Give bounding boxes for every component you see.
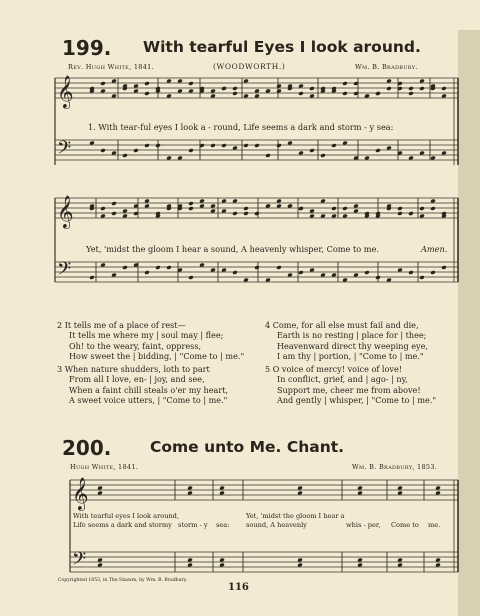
verse-3 — [57, 364, 228, 405]
note-head — [243, 206, 249, 211]
verse-line: 4 Come, for all else must fail and die, — [265, 320, 419, 330]
hymn-title: Come unto Me. Chant. — [150, 438, 345, 456]
note-head — [243, 211, 249, 216]
amen-text: Amen. — [421, 244, 448, 254]
verse-4 — [265, 320, 428, 361]
note-head — [331, 206, 337, 211]
verse-line: It tells me where my | soul may | flee; — [69, 330, 224, 341]
clef-glyph: 𝄞 — [57, 195, 74, 228]
note-head — [144, 91, 150, 96]
note-head — [144, 270, 150, 275]
composer-credit: Wm. B. Bradbury, 1853. — [352, 463, 438, 471]
note-head — [375, 91, 381, 96]
note-head — [298, 206, 304, 211]
note-head — [320, 153, 326, 158]
note-head — [276, 143, 282, 148]
note-head — [232, 86, 238, 91]
verse-line: 3 When nature shudders, loth to part — [57, 364, 210, 374]
note-head — [298, 91, 304, 96]
chant-lyric: Come to — [391, 521, 419, 529]
note-head — [122, 265, 128, 270]
note-head — [419, 206, 425, 211]
verse-line: A sweet voice utters, | "Come to | me." — [69, 394, 228, 405]
clef-glyph: 𝄢 — [72, 549, 87, 574]
note-head — [419, 86, 425, 91]
lyric-line: 1. With tear-ful eyes I look a - round, Life seems a dark and storm - y sea: — [88, 122, 394, 132]
clef-glyph: 𝄢 — [57, 259, 72, 284]
clef-glyph: 𝄢 — [57, 138, 72, 163]
note-head — [188, 275, 194, 280]
note-head — [397, 206, 403, 211]
note-head — [221, 86, 227, 91]
note-head — [133, 148, 139, 153]
note-head — [210, 143, 216, 148]
note-head — [364, 270, 370, 275]
hymn-number: 199. — [62, 36, 112, 60]
note-head — [397, 211, 403, 216]
note-head — [188, 206, 194, 211]
clef-glyph: 𝄞 — [72, 477, 89, 510]
verse-line: How sweet the | bidding, | "Come to | me." — [69, 350, 245, 361]
note-head — [309, 86, 315, 91]
note-head — [430, 270, 436, 275]
note-head — [441, 86, 447, 91]
note-head — [89, 275, 95, 280]
author-credit: Hugh White, 1841. — [70, 463, 139, 471]
clef-glyph: 𝄞 — [57, 75, 74, 108]
note-head — [188, 81, 194, 86]
note-head — [254, 211, 260, 216]
verse-line: In conflict, grief, and | ago- | ny, — [277, 374, 408, 385]
note-head — [408, 211, 414, 216]
verse-line: When a faint chill steals o'er my heart, — [69, 384, 229, 395]
verse-line: Support me, cheer me from above! — [277, 384, 421, 395]
verse-line: I am thy | portion, | "Come to | me." — [277, 350, 424, 361]
chant-lyric-line: sound, A heavenly — [246, 521, 307, 529]
tune-name: (WOODWORTH.) — [213, 62, 286, 71]
note-head — [408, 270, 414, 275]
note-head — [221, 143, 227, 148]
note-head — [100, 206, 106, 211]
note-head — [232, 211, 238, 216]
note-head — [342, 81, 348, 86]
hymn-title: With tearful Eyes I look around. — [143, 38, 421, 56]
note-head — [122, 153, 128, 158]
verse-line: And gently | whisper, | "Come to | me." — [277, 394, 437, 405]
chant-lyric: storm - y — [178, 521, 208, 529]
note-head — [408, 86, 414, 91]
note-head — [111, 201, 117, 206]
verse-line: 2 It tells me of a place of rest— — [57, 320, 186, 330]
note-head — [386, 86, 392, 91]
note-head — [441, 265, 447, 270]
note-head — [342, 206, 348, 211]
chant-lyric: me. — [428, 521, 441, 529]
note-head — [188, 201, 194, 206]
note-head — [243, 143, 249, 148]
note-head — [144, 81, 150, 86]
verse-line: From all I love, en- | joy, and see, — [69, 374, 205, 385]
page-number: 116 — [228, 582, 249, 593]
author-credit: Rev. Hugh White, 1841. — [68, 63, 154, 71]
chant-lyric-line: With tearful eyes I look around, — [73, 512, 180, 520]
chant-lyric-line: Yet, 'midst the gloom I hear a — [246, 512, 345, 520]
composer-credit: Wm. B. Bradbury. — [355, 63, 418, 71]
chant-lyric — [73, 512, 179, 530]
note-head — [100, 148, 106, 153]
note-head — [276, 265, 282, 270]
note-head — [265, 153, 271, 158]
note-head — [111, 211, 117, 216]
verse-2 — [57, 320, 244, 361]
note-head — [298, 270, 304, 275]
note-head — [254, 143, 260, 148]
lyric-line: Yet, 'midst the gloom I hear a sound, A heavenly whisper, Come to me. — [86, 244, 380, 254]
chant-lyric — [246, 512, 345, 530]
hymn-number: 200. — [62, 436, 112, 460]
note-head — [166, 265, 172, 270]
note-head — [419, 275, 425, 280]
note-head — [375, 275, 381, 280]
note-head — [232, 270, 238, 275]
note-head — [309, 148, 315, 153]
note-head — [155, 265, 161, 270]
note-head — [100, 81, 106, 86]
note-head — [188, 148, 194, 153]
chant-lyric: whis - per, — [346, 521, 381, 529]
verse-line: 5 O voice of mercy! voice of love! — [265, 364, 403, 374]
verse-5 — [265, 364, 436, 405]
verse-line: Oh! to the weary, faint, oppress, — [69, 340, 202, 351]
chant-lyric-line: Life seems a dark and stormy — [73, 521, 172, 529]
note-head — [155, 143, 161, 148]
note-head — [254, 265, 260, 270]
note-head — [342, 91, 348, 96]
note-head — [232, 91, 238, 96]
note-head — [375, 148, 381, 153]
note-head — [430, 206, 436, 211]
verse-line: Heavenward direct thy weeping eye, — [277, 340, 428, 351]
note-head — [144, 143, 150, 148]
note-head — [331, 143, 337, 148]
chant-lyric: sea: — [216, 521, 230, 529]
verse-line: Earth is no resting | place for | thee; — [277, 330, 427, 341]
copyright-notice: Copyrighted 1853, in The Shawm, by Wm. B. Bradbury. — [58, 578, 188, 583]
note-head — [408, 91, 414, 96]
